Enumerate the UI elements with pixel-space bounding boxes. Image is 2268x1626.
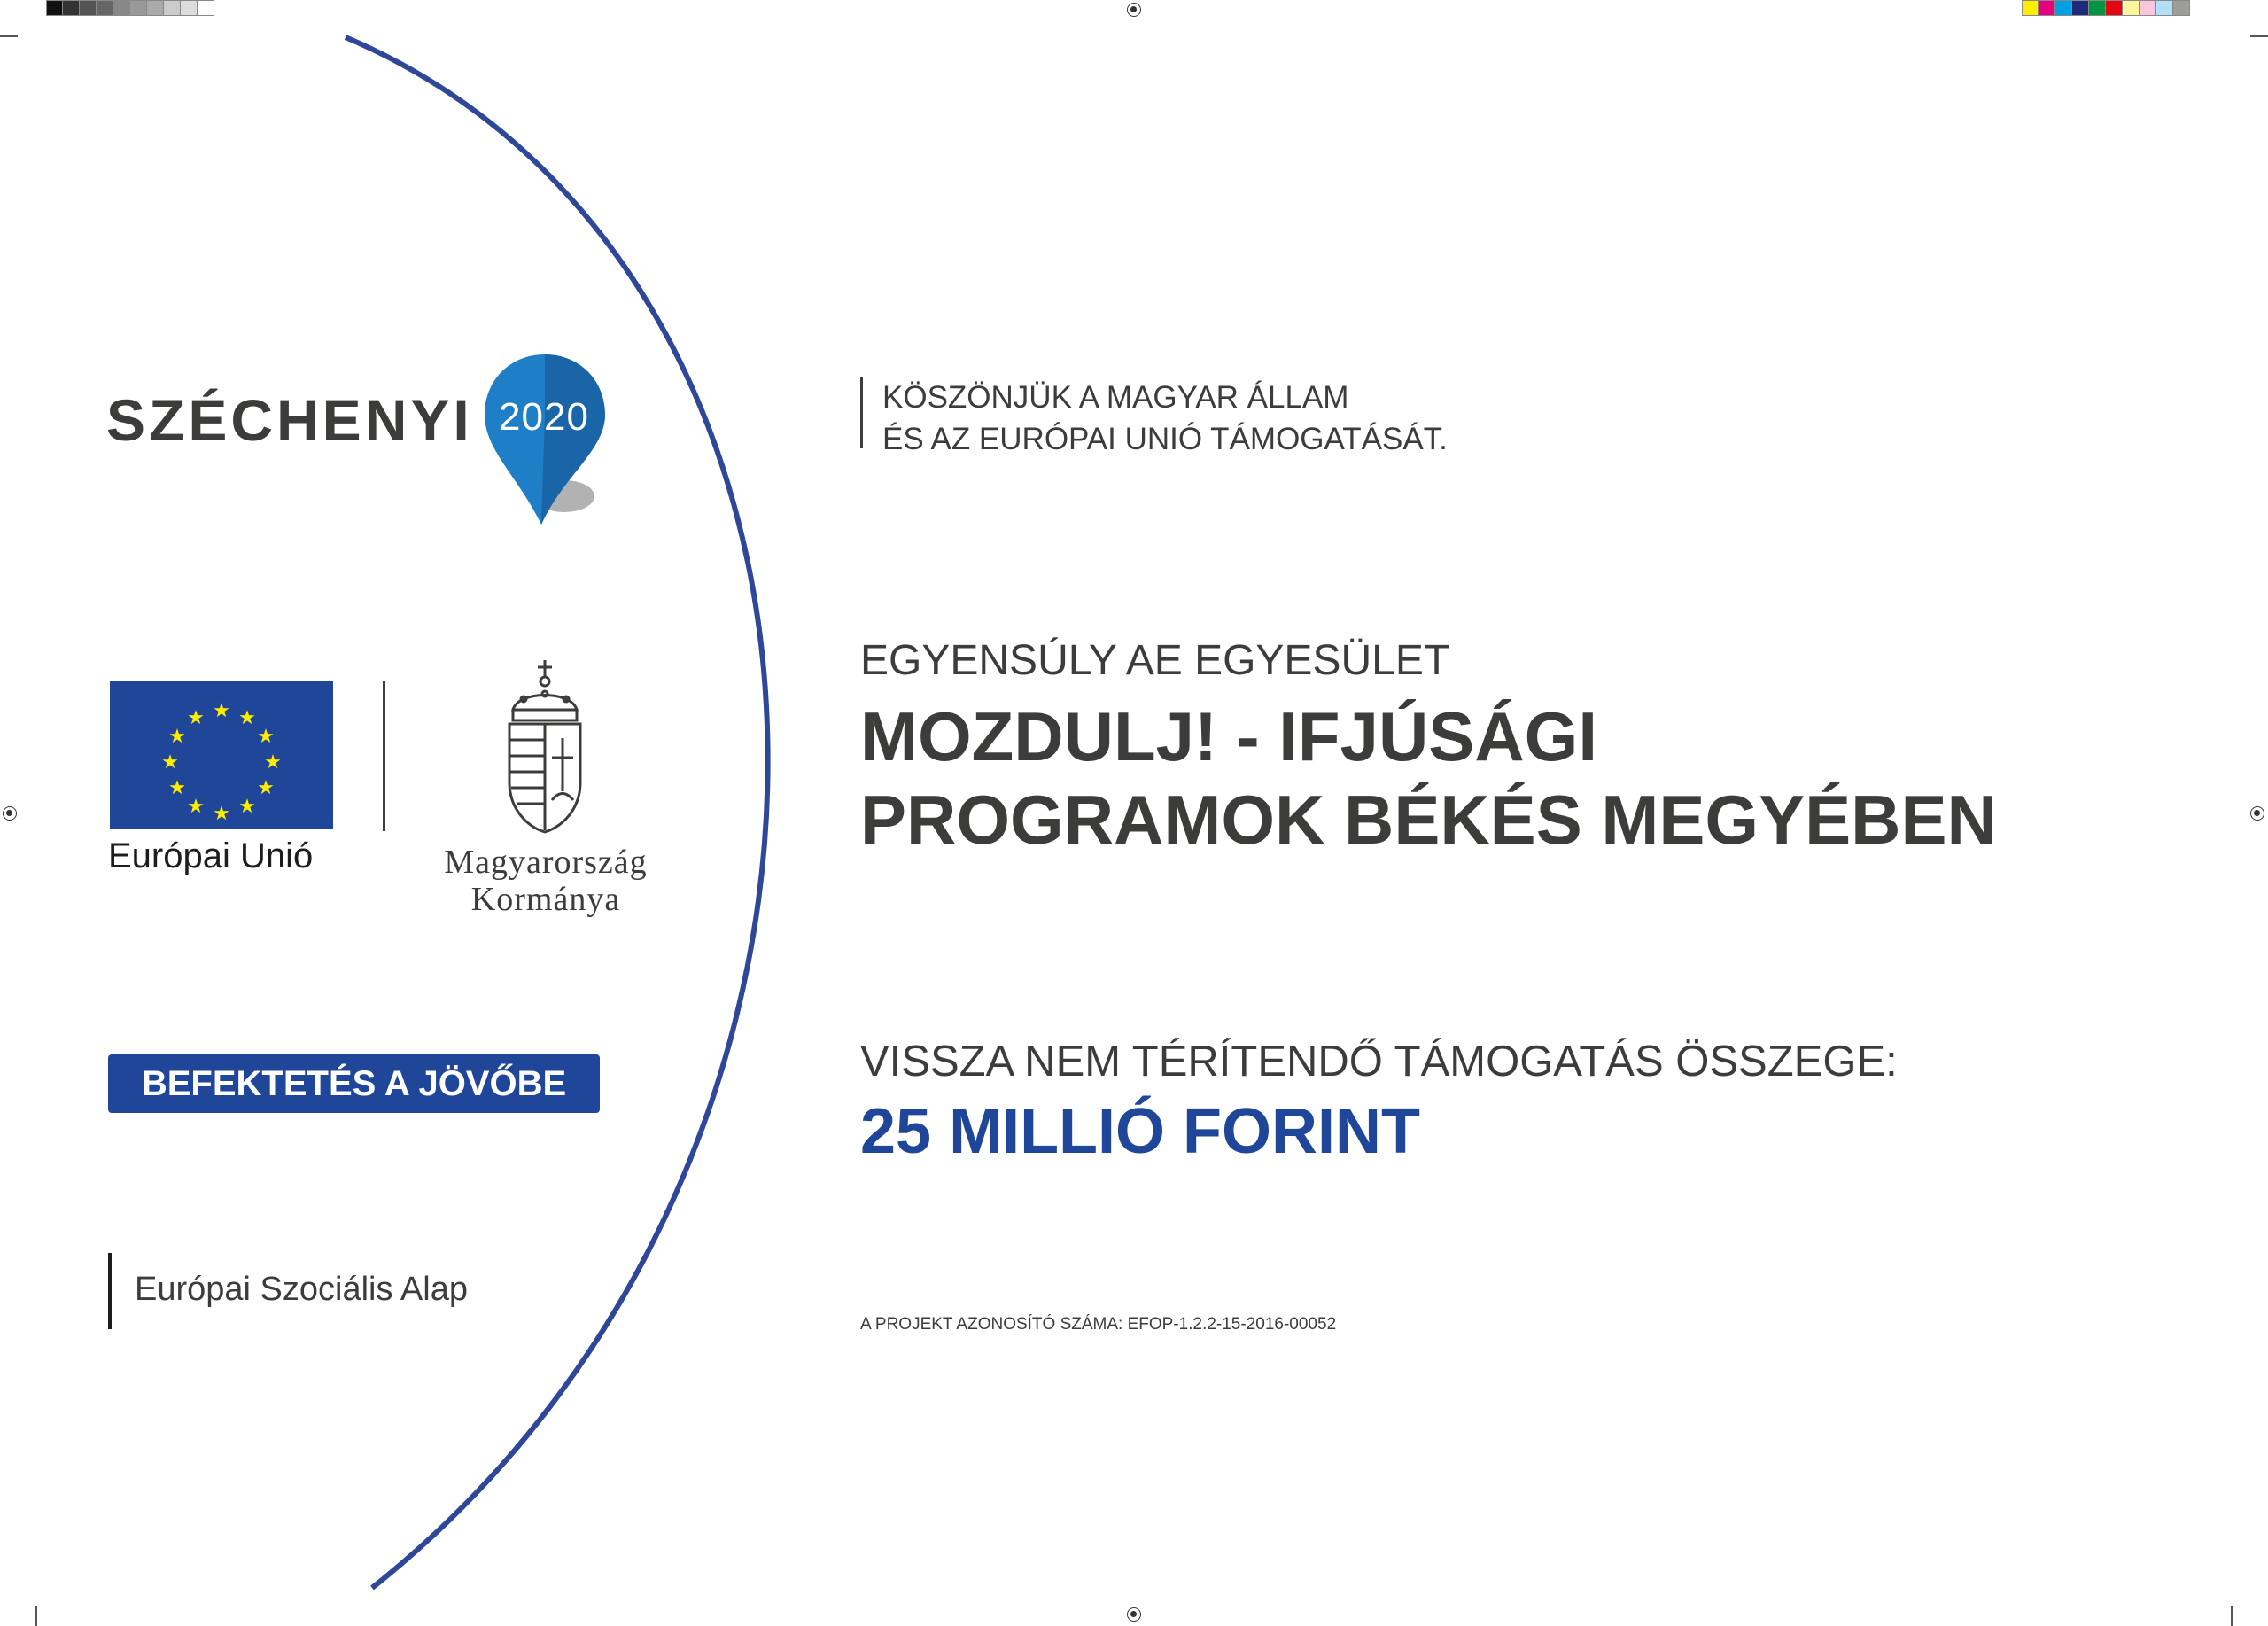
project-title bbox=[860, 695, 1997, 861]
invest-banner: BEFEKTETÉS A JÖVŐBE bbox=[108, 1054, 600, 1113]
svg-text:★: ★ bbox=[213, 700, 230, 722]
svg-text:★: ★ bbox=[187, 796, 205, 818]
thanks-bar bbox=[860, 377, 863, 448]
svg-text:★: ★ bbox=[213, 803, 230, 825]
svg-text:★: ★ bbox=[257, 777, 275, 799]
eu-flag-icon bbox=[110, 681, 333, 829]
thanks-line1: KÖSZÖNJÜK A MAGYAR ÁLLAM bbox=[882, 380, 1349, 415]
szechenyi-pin-icon bbox=[483, 353, 607, 530]
project-title-line1: MOZDULJ! - IFJÚSÁGI bbox=[860, 697, 1597, 775]
svg-text:★: ★ bbox=[257, 726, 275, 748]
fund-bar bbox=[108, 1253, 112, 1329]
fund-label: Európai Szociális Alap bbox=[135, 1271, 468, 1308]
hungary-government-label bbox=[413, 844, 679, 918]
thanks-text bbox=[882, 377, 1448, 460]
beneficiary-name: EGYENSÚLY AE EGYESÜLET bbox=[860, 637, 1450, 684]
svg-text:★: ★ bbox=[168, 726, 186, 748]
svg-text:★: ★ bbox=[264, 751, 282, 774]
svg-text:★: ★ bbox=[161, 751, 179, 774]
svg-text:★: ★ bbox=[168, 777, 186, 799]
support-amount: 25 MILLIÓ FORINT bbox=[860, 1096, 1421, 1167]
hungary-label-line2: Kormánya bbox=[470, 881, 621, 918]
project-id: A PROJEKT AZONOSÍTÓ SZÁMA: EFOP-1.2.2-15-2016-00052 bbox=[860, 1315, 1337, 1334]
hungary-label-line1: Magyarország bbox=[444, 844, 648, 881]
svg-text:★: ★ bbox=[238, 796, 256, 818]
svg-text:★: ★ bbox=[238, 707, 256, 729]
logo-divider bbox=[383, 681, 385, 831]
project-title-line2: PROGRAMOK BÉKÉS MEGYÉBEN bbox=[860, 781, 1997, 859]
svg-text:★: ★ bbox=[187, 707, 205, 729]
hungarian-coat-of-arms-icon bbox=[501, 658, 589, 836]
eu-label: Európai Unió bbox=[108, 836, 314, 875]
support-label: VISSZA NEM TÉRÍTENDŐ TÁMOGATÁS ÖSSZEGE: bbox=[860, 1038, 1898, 1085]
thanks-line2: ÉS AZ EURÓPAI UNIÓ TÁMOGATÁSÁT. bbox=[882, 422, 1448, 456]
szechenyi-wordmark: SZÉCHENYI bbox=[106, 387, 473, 453]
szechenyi-year: 2020 bbox=[499, 395, 589, 439]
